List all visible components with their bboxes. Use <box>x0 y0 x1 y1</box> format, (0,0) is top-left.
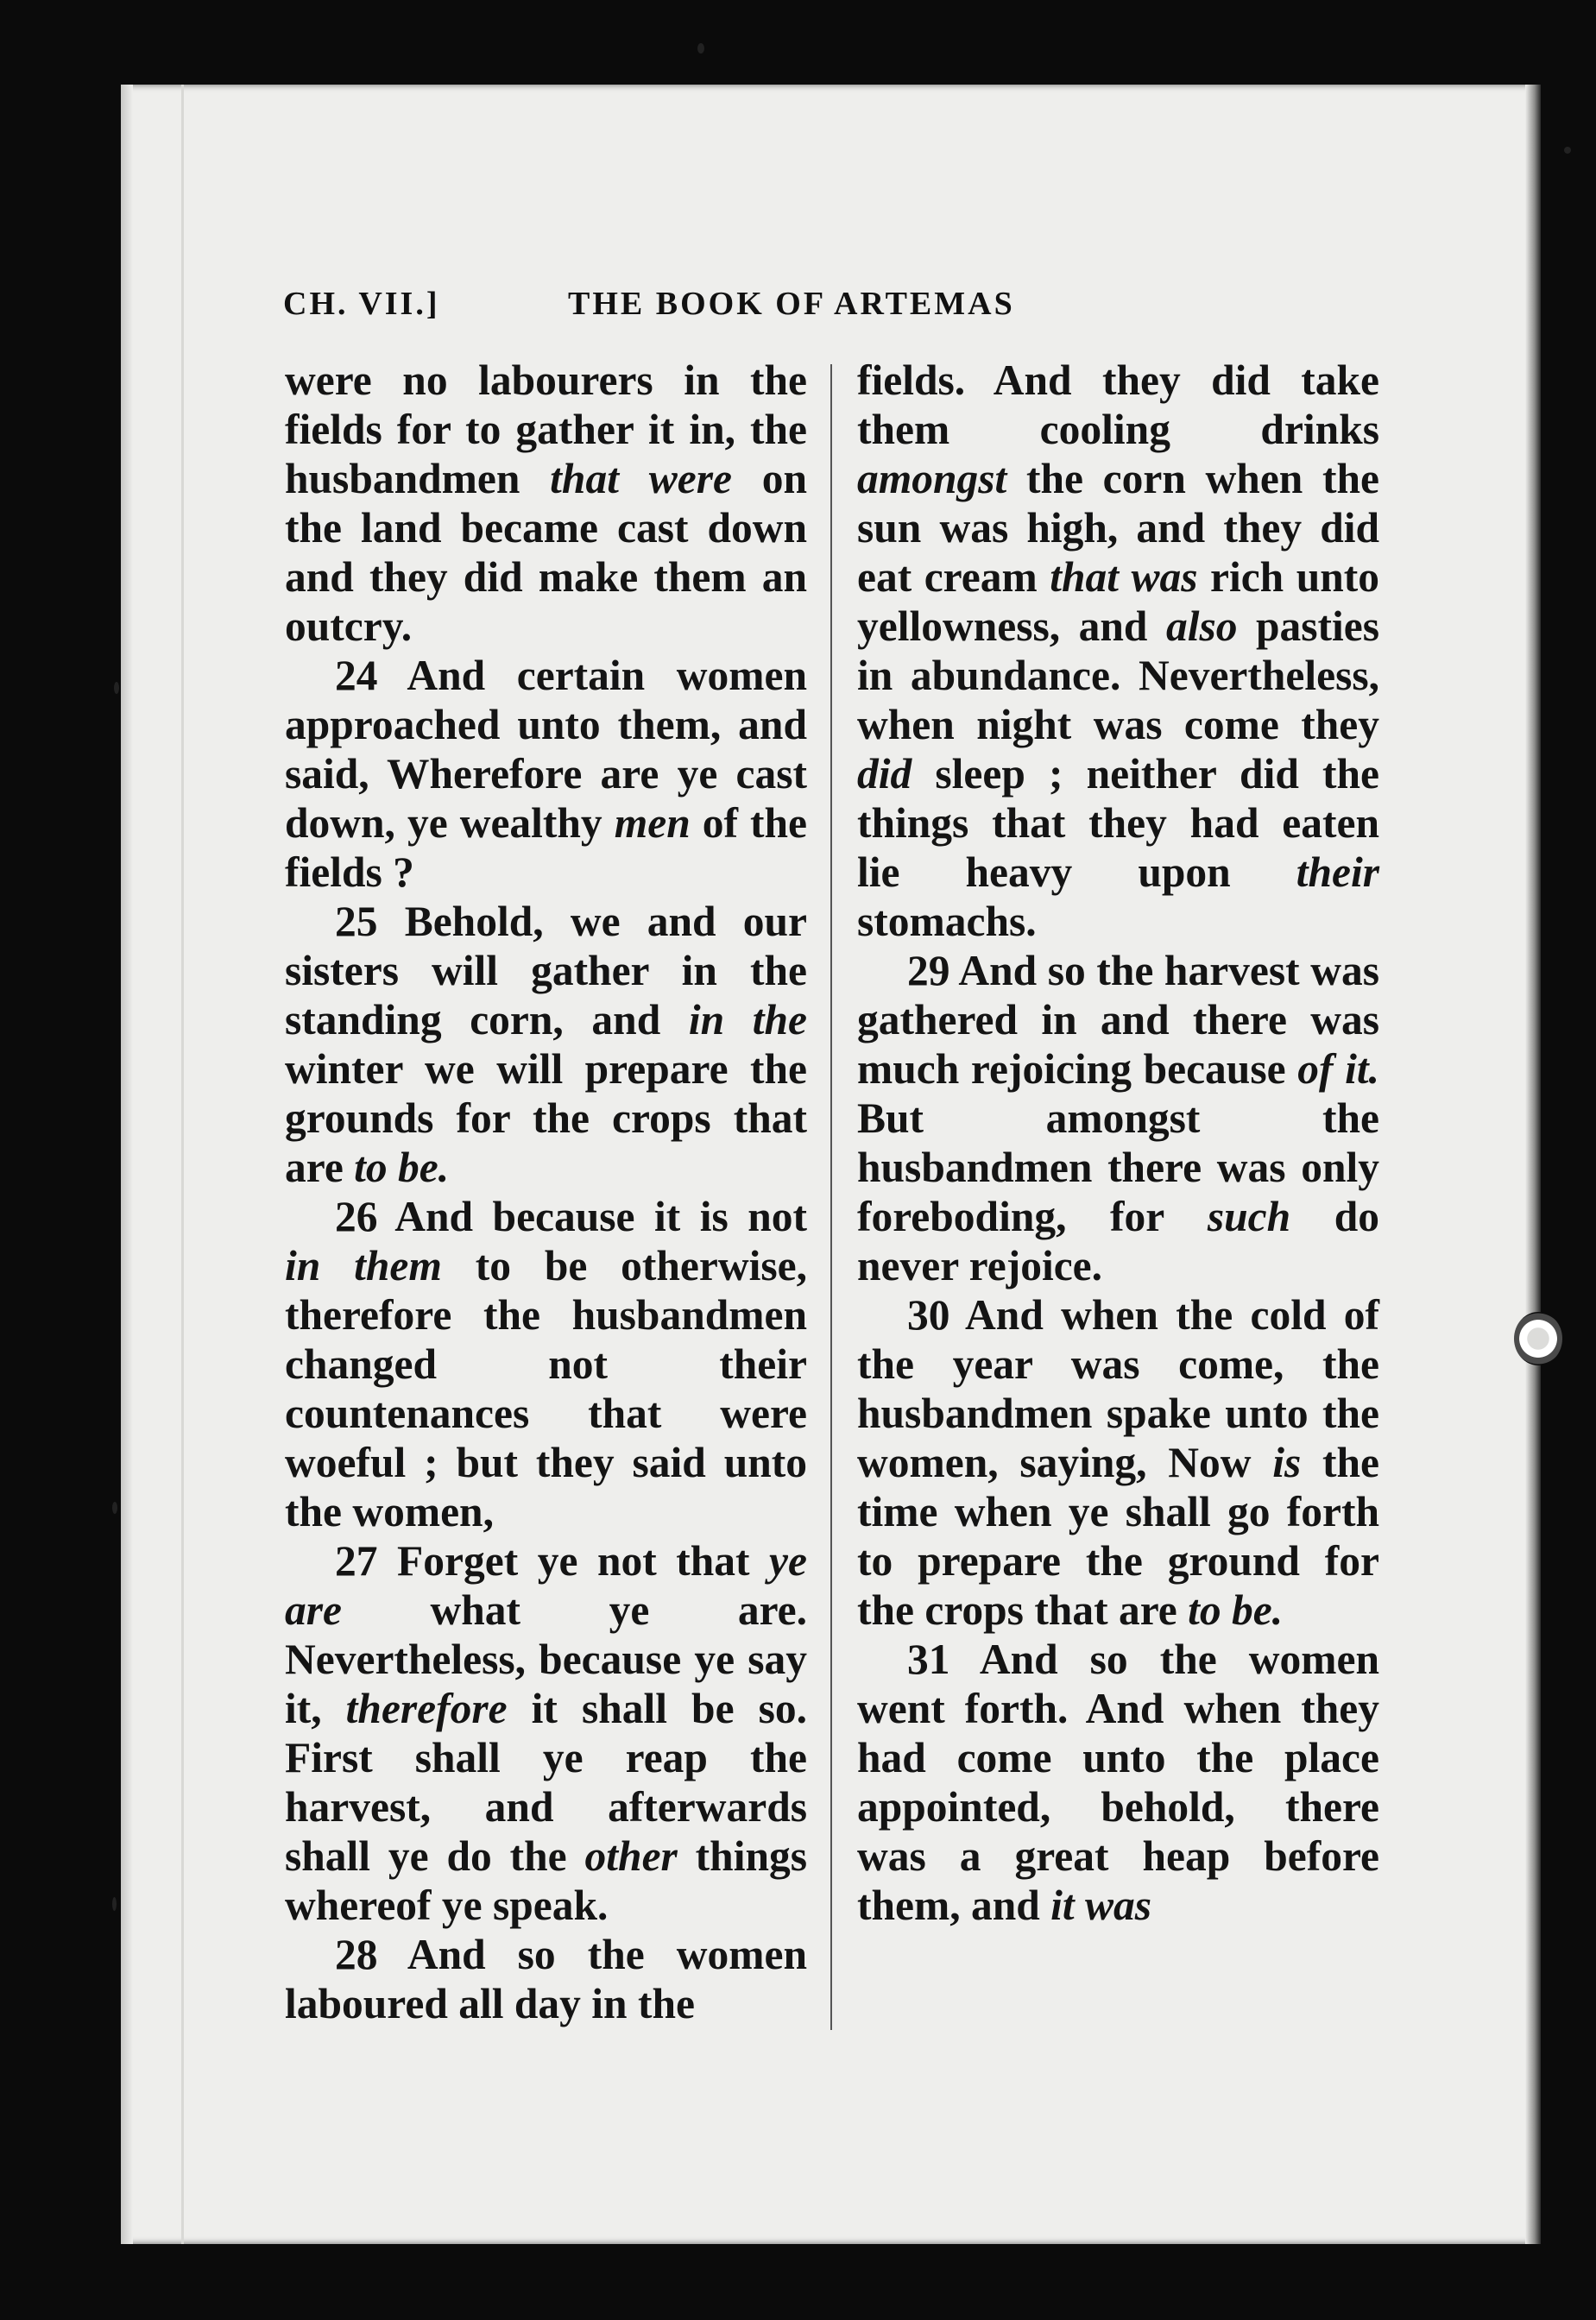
left-column-paragraph: were no labourers in the fields for to gather it in, the husbandmen that were on the land became cast down and they did make them an outcry. <box>285 356 807 650</box>
right-column-paragraph: fields. And they did take them cooling drinks amongst the corn when the sun was high, and they did eat cream that was rich unto yellowness, and also pasties in abundance. Nevertheless, when night was come they did sleep ; neither did the things that they had eaten lie heavy upon their stomachs. <box>857 356 1380 945</box>
chapter-number: CH. VII.] <box>283 286 440 322</box>
right-column-paragraph: 30 And when the cold of the year was come, the husbandmen spake unto the women, saying, Now is the time when ye shall go forth to prepare the ground for the crops that are to be. <box>857 1291 1380 1634</box>
left-column-paragraph: 26 And because it is not in them to be otherwise, therefore the husbandmen changed not their countenances that were woeful ; but they said unto the women, <box>285 1193 807 1535</box>
speck-mark <box>112 1502 117 1514</box>
right-text-column <box>857 356 1379 1930</box>
column-divider <box>830 364 832 2030</box>
right-column-paragraph: 31 And so the women went forth. And when they had come unto the place appointed, behold, there was a great heap before them, and it was <box>857 1636 1379 1929</box>
binding-hole <box>1514 1312 1562 1365</box>
left-column-paragraph: 24 And certain women approached unto them, and said, Wherefore are ye cast down, ye wealthy men of the fields ? <box>285 652 808 896</box>
running-header <box>283 285 1198 333</box>
speck-mark <box>114 682 119 694</box>
speck-mark <box>112 1897 117 1911</box>
left-column-paragraph: 28 And so the women laboured all day in the <box>285 1931 807 2027</box>
left-column-paragraph: 25 Behold, we and our sisters will gather in the standing corn, and in the winter we will prepare the grounds for the crops that are to be. <box>285 898 807 1191</box>
page-gutter-line <box>181 85 184 2244</box>
left-column-paragraph: 27 Forget ye not that ye are what ye are. Nevertheless, because ye say it, therefore it shall be so. First shall ye reap the harvest, and afterwards shall ye do the other things whereof ye speak. <box>285 1537 807 1929</box>
page-left-edge <box>121 85 133 2244</box>
left-text-column <box>285 356 807 2028</box>
page-right-edge <box>1525 85 1541 2244</box>
speck-mark <box>1564 147 1571 154</box>
speck-mark <box>697 43 704 54</box>
right-column-paragraph: 29 And so the harvest was gathered in and there was much rejoicing because of it. But amongst the husbandmen there was only foreboding, for such do never rejoice. <box>857 947 1380 1289</box>
book-title: THE BOOK OF ARTEMAS <box>568 286 1015 322</box>
